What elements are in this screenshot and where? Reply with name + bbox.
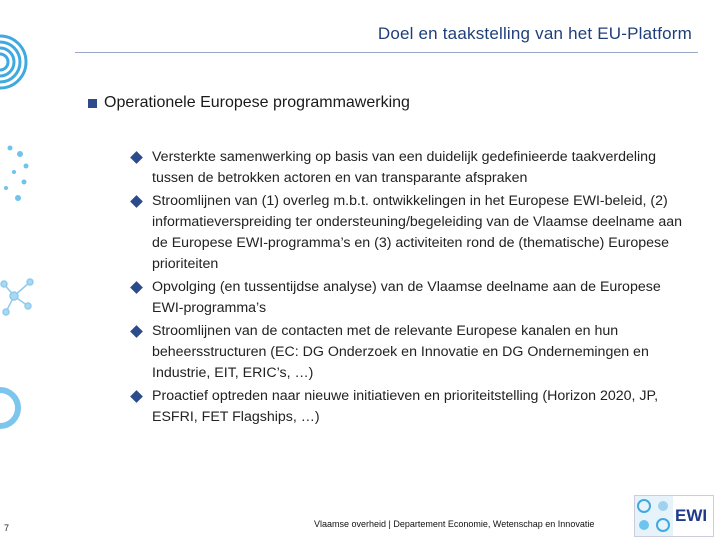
list-item-text: Stroomlijnen van (1) overleg m.b.t. ontwikkelingen in het Europese EWI-beleid, (2) informatieverspreiding ter ondersteuning/begeleiding van de Vlaamse deelname aan de Europese EWI-programma’s en (3) activiteiten rond de (thematische) Europese prioriteiten: [152, 193, 683, 272]
list-item-text: Opvolging (en tussentijdse analyse) van de Vlaamse deelname aan de Europese EWI-programma’s: [152, 279, 661, 316]
diamond-bullet-icon: [130, 195, 143, 208]
footer-text: Vlaamse overheid | Departement Economie, Wetenschap en Innovatie: [314, 519, 595, 529]
main-bullet-text: Operationele Europese programmawerking: [104, 94, 410, 111]
list-item: [128, 277, 693, 319]
main-bullet: [88, 94, 410, 112]
diamond-bullet-icon: [130, 281, 143, 294]
slide-title: Doel en taakstelling van het EU-Platform: [377, 24, 692, 43]
diamond-bullet-icon: [130, 151, 143, 164]
list-item-text: Versterkte samenwerking op basis van een duidelijk gedefinieerde taakverdeling tussen de betrokken actoren en van transparante afspraken: [152, 149, 656, 186]
page-number: 7: [4, 523, 10, 533]
ewi-logo: [634, 495, 714, 537]
square-bullet-icon: [88, 99, 97, 108]
left-decoration: [0, 0, 40, 540]
list-item-text: Proactief optreden naar nieuwe initiatieven en prioriteitstelling (Horizon 2020, JP, ESFRI, FET Flagships, …): [152, 388, 659, 425]
list-item: [128, 147, 693, 189]
title-divider: [75, 52, 698, 53]
sub-bullet-list: [128, 147, 693, 430]
diamond-bullet-icon: [130, 325, 143, 338]
logo-mark-icon: [635, 496, 673, 536]
diamond-bullet-icon: [130, 390, 143, 403]
list-item: [128, 191, 693, 275]
logo-text: EWI: [675, 506, 708, 525]
list-item: [128, 321, 693, 384]
list-item: [128, 386, 693, 428]
list-item-text: Stroomlijnen van de contacten met de relevante Europese kanalen en hun beheersstructuren (EC: DG Onderzoek en Innovatie en DG Ondernemingen en Industrie, EIT, ERIC’s, …): [152, 323, 649, 381]
